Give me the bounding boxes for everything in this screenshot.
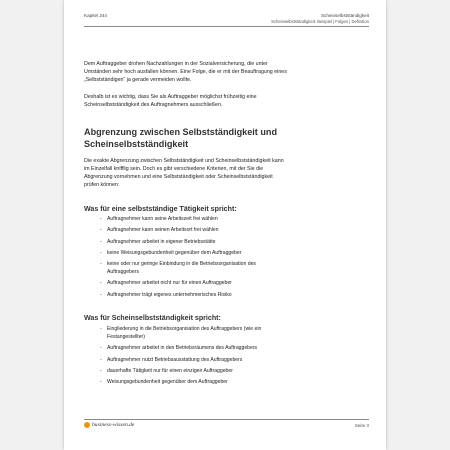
text-line: „Selbstständigen“ ja gerade vermeiden wollte.: [84, 77, 192, 83]
footer-divider: [84, 419, 369, 420]
list-item: - Eingliederung in die Betriebsorganisation des Auftraggebers (wie ein Festangestellter): [100, 326, 262, 340]
header-divider: [84, 26, 369, 27]
logo-text: business-wissen.de: [92, 422, 135, 428]
list-item: - Weisungsgebundenheit gegenüber dem Auftraggeber: [100, 379, 228, 386]
intro-paragraph-2: [84, 93, 334, 109]
section-paragraph: [84, 157, 334, 189]
self-employment-list: [100, 215, 340, 302]
list-item: - Auftragnehmer kann seinen Arbeitsort frei wählen: [100, 227, 219, 234]
text-line: Abgrenzung vornehmen und eine Selbstständigkeit oder Scheinselbstständigkeit: [84, 174, 273, 180]
pseudo-self-employment-heading: Was für Scheinselbstständigkeit spricht:: [84, 314, 221, 322]
text-line: im Einzelfall knifflig sein. Doch es gibt verschiedene Kriterien, mit der Sie die: [84, 166, 264, 172]
list-item: - dauerhafte Tätigkeit nur für einen einzigen Auftraggeber: [100, 367, 233, 374]
text-line: prüfen können:: [84, 182, 120, 188]
list-item: - Auftragnehmer nutzt Betriebsausstattung des Auftraggebers: [100, 356, 243, 363]
text-line: Deshalb ist es wichtig, dass Sie als Auftraggeber möglichst frühzeitig eine: [84, 94, 257, 100]
list-item: - Auftragnehmer arbeitet in den Betriebsräumens des Auftraggebers: [100, 345, 258, 352]
logo-dot-icon: [84, 422, 90, 428]
heading-line: Abgrenzung zwischen Selbstständigkeit und: [84, 127, 278, 137]
list-item: - keine Weisungsgebundenheit gegenüber dem Auftraggeber: [100, 249, 242, 256]
list-item: - keine oder nur geringe Einbindung in die Betriebsorganisation des Auftraggebers: [100, 261, 256, 276]
list-item: - Auftragnehmer arbeitet nicht nur für einen Auftraggeber: [100, 280, 232, 287]
list-item: - Auftragnehmer arbeitet in eigener Betriebsstätte: [100, 238, 216, 245]
text-line: Dem Auftraggeber drohen Nachzahlungen in der Sozialversicherung, die unter: [84, 61, 268, 67]
header-title: Scheinselbstständigkeit: [320, 13, 369, 18]
self-employment-heading: Was für eine selbstständige Tätigkeit spricht:: [84, 205, 237, 213]
text-line: Die exakte Abgrenzung zwischen Selbstständigkeit und Scheinselbstständigkeit kann: [84, 158, 284, 164]
list-item: - Auftragnehmer kann seine Arbeitszeit frei wählen: [100, 216, 218, 222]
header-chapter: Kapitel 244: [84, 13, 107, 18]
text-line: Scheinselbstständigkeit des Auftragnehmers ausschließen.: [84, 102, 223, 108]
list-item: - Auftragnehmer trägt eigenes unternehmerisches Risiko: [100, 291, 232, 298]
intro-paragraph-1: [84, 60, 334, 84]
section-heading: [84, 127, 344, 150]
text-line: Umständen sehr hoch ausfallen können. Eine Folge, die er mit der Beauftragung eines: [84, 69, 287, 75]
heading-line: Scheinselbstständigkeit: [84, 138, 189, 149]
document-page: [64, 0, 386, 450]
pseudo-self-employment-list: [100, 325, 340, 389]
header-subtitle: Scheinselbstständigkeit: Beispiel | Folgen | Definition: [271, 19, 369, 24]
logo: [84, 422, 134, 428]
page-number: Seite 3: [354, 423, 369, 428]
